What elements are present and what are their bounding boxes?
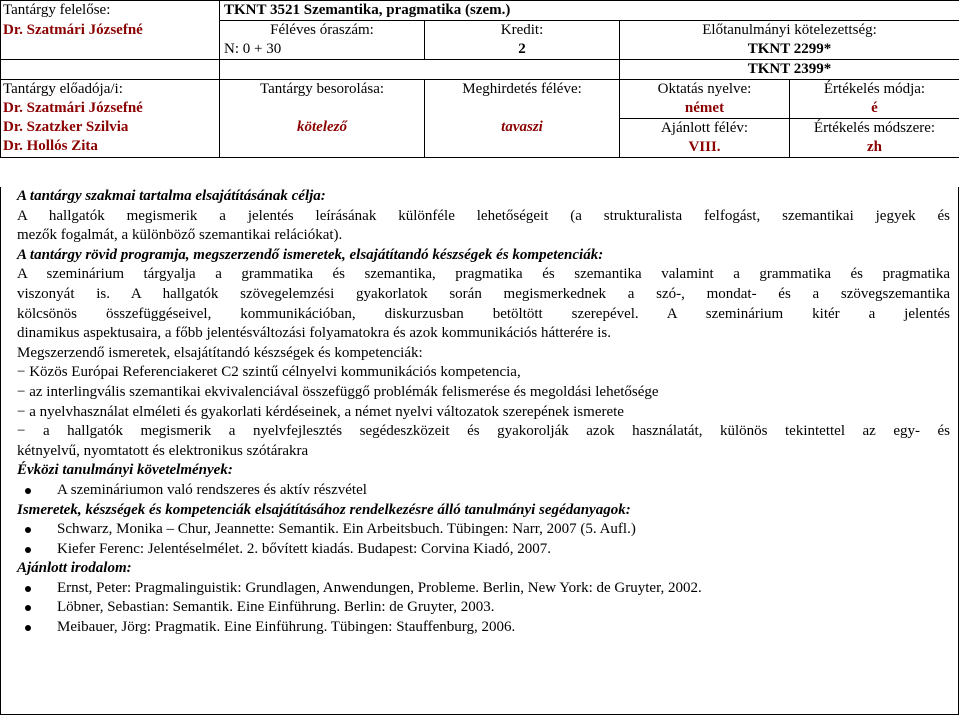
list-item: Meibauer, Jörg: Pragmatik. Eine Einführung. Tübingen: Stauffenburg, 2006. — [17, 618, 950, 638]
bullet-icon — [25, 625, 31, 631]
course-title: TKNT 3521 Szemantika, pragmatika (szem.) — [220, 1, 959, 21]
literature-heading: Ajánlott irodalom: — [17, 560, 132, 577]
recommended-label: Ajánlott félév: — [660, 120, 749, 136]
empty-left — [1, 60, 220, 80]
prereq-label: Előtanulmányi kötelezettség: — [702, 22, 877, 38]
program-heading: A tantárgy rövid programja, megszerzendő ismeretek, elsajátítandó készségek és kompetenciák: — [17, 246, 604, 263]
empty-mid — [220, 60, 425, 80]
competence-item: − a nyelvhasználat elméleti és gyakorlati kérdéseinek, a német nyelvi változatok szerepének ismerete — [17, 403, 624, 420]
semester-label: Meghirdetés féléve: — [462, 81, 582, 97]
competence-intro: Megszerzendő ismeretek, elsajátítandó készségek és kompetenciák: — [17, 344, 423, 361]
program-line-3: kölcsönös összefüggéseivel, kommunikációban, diskurzusban betöltött szerepével. A szeminárium kitér a jelentés — [17, 305, 950, 322]
program-line-1: A szeminárium tárgyalja a grammatika és szemantika, pragmatika és szemantika valamint a grammatika és pragmatika — [17, 266, 950, 283]
goal-text-line-2: mezők fogalmát, a különböző szemantikai relációkat). — [17, 227, 343, 244]
responsible-name: Dr. Szatmári Józsefné — [1, 21, 220, 60]
list-item: Kiefer Ferenc: Jelentéselmélet. 2. bővített kiadás. Budapest: Corvina Kiadó, 2007. — [17, 540, 950, 560]
bullet-icon — [25, 547, 31, 553]
eval-mode-label: Értékelés módja: — [823, 81, 926, 97]
credit-value: 2 — [518, 41, 526, 57]
credit-label: Kredit: — [500, 22, 544, 38]
responsible-label: Tantárgy felelőse: — [3, 2, 111, 18]
hours-value: N: 0 + 30 — [224, 41, 282, 57]
bullet-icon — [25, 586, 31, 592]
header-table — [0, 0, 959, 158]
list-item: Löbner, Sebastian: Semantik. Eine Einführung. Berlin: de Gruyter, 2003. — [17, 598, 950, 618]
bullet-icon — [25, 527, 31, 533]
language-value: német — [684, 100, 725, 116]
literature-list — [17, 579, 950, 638]
prereq-2: TKNT 2399* — [620, 60, 959, 80]
semester-value: tavaszi — [501, 119, 543, 135]
empty-mid2 — [425, 60, 620, 80]
language-label: Oktatás nyelve: — [657, 81, 752, 97]
lecturer-2: Dr. Szatzker Szilvia — [3, 119, 129, 135]
course-body — [0, 187, 959, 715]
language-cell — [620, 80, 790, 158]
competence-item-cont: kétnyelvű, nyomtatott és elektronikus szótárakra — [17, 442, 309, 459]
goal-heading: A tantárgy szakmai tartalma elsajátításának célja: — [17, 188, 326, 204]
semester-cell — [425, 80, 620, 158]
prereq-1: TKNT 2299* — [747, 41, 832, 57]
classification-value: kötelező — [297, 119, 347, 135]
eval-method-label: Értékelés módszere: — [813, 120, 936, 136]
lecturer-label: Tantárgy előadója/i: — [3, 81, 123, 97]
lecturers-cell — [1, 80, 220, 158]
program-line-4: dinamikus aspektusaira, a főbb jelentésváltozási folyamatokra és azok kommunikációs hátterére is. — [17, 325, 611, 342]
prereq-cell — [620, 21, 959, 60]
materials-heading: Ismeretek, készségek és kompetenciák elsajátításához rendelkezésre álló tanulmányi segédanyagok: — [17, 501, 631, 518]
competence-item: − a hallgatók megismerik a nyelvfejlesztés segédeszközeit és gyakorolják azok használatát, különös tekintettel az egy- és — [17, 423, 950, 440]
list-item: Ernst, Peter: Pragmalinguistik: Grundlagen, Anwendungen, Probleme. Berlin, New York: de Gruyter, 2002. — [17, 579, 950, 599]
eval-cell — [790, 80, 959, 158]
eval-mode-value: é — [871, 100, 878, 116]
list-item: Schwarz, Monika – Chur, Jeannette: Semantik. Ein Arbeitsbuch. Tübingen: Narr, 2007 (5. Aufl.) — [17, 520, 950, 540]
requirements-list — [17, 481, 950, 501]
competence-item: − Közös Európai Referenciakeret C2 szintű célnyelvi kommunikációs kompetencia, — [17, 364, 521, 381]
program-line-2: viszonyát is. A hallgatók szövegelemzési gyakorlatok során megismerkednek a szó-, mondat- és a szövegszemantika — [17, 285, 950, 302]
classification-cell — [220, 80, 425, 158]
list-item: A szemináriumon való rendszeres és aktív részvétel — [17, 481, 950, 501]
bullet-icon — [25, 605, 31, 611]
hours-cell — [220, 21, 425, 60]
credit-cell — [425, 21, 620, 60]
eval-method-value: zh — [867, 139, 882, 155]
bullet-icon — [25, 488, 31, 494]
hours-label: Féléves óraszám: — [270, 22, 374, 38]
classification-label: Tantárgy besorolása: — [259, 81, 385, 97]
lecturer-3: Dr. Hollós Zita — [3, 138, 98, 154]
requirements-heading: Évközi tanulmányi követelmények: — [17, 462, 233, 479]
recommended-value: VIII. — [688, 139, 721, 155]
goal-text-line-1: A hallgatók megismerik a jelentés leírásának különféle lehetőségeit (a strukturalista felfogást, szemantikai jegyek és — [17, 207, 950, 224]
materials-list — [17, 520, 950, 559]
competence-item: − az interlingvális szemantikai ekvivalenciával összefüggő problémák felismerése és megoldási lehetősége — [17, 383, 659, 400]
responsible-label-cell — [1, 1, 220, 21]
lecturer-1: Dr. Szatmári Józsefné — [3, 100, 143, 116]
